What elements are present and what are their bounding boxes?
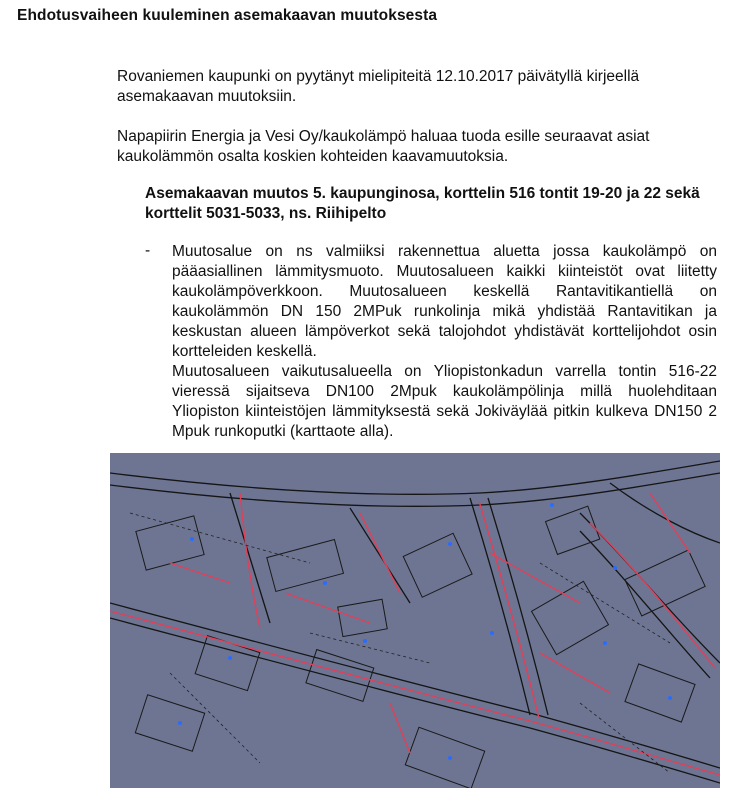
pipe-markers xyxy=(178,503,672,760)
map-excerpt xyxy=(110,453,720,788)
bullet-paragraph-2: Muutosalueen vaikutusalueella on Yliopistonkadun varrella tontin 516-22 vieressä sijaitseva DN100 2Mpuk kaukolämpölinja millä huolehditaan Yliopiston kiinteistöjen lämmityksestä sekä Jokiväylää pitkin kulkeva DN150 2 Mpuk runkoputki (karttaote alla). xyxy=(172,363,717,440)
bullet-content xyxy=(172,242,717,442)
bullet-paragraph-1: Muutosalue on ns valmiiksi rakennettua aluetta jossa kaukolämpö on pääasiallinen lämmitysmuoto. Muutosalueen kaikki kiinteistöt ovat liitetty kaukolämpöverkkoon. Muutosalueen keskellä Rantavitikantiellä on kaukolämmön DN 150 2MPuk runkolinja mikä yhdistää Rantavitikan ja keskustan alueen lämpöverkot sekä talojohdot yhdistävät korttelijohdot osin kortteleiden keskellä. xyxy=(172,243,717,360)
road-lines xyxy=(110,461,720,783)
map-drawing xyxy=(110,453,720,788)
section-heading: Asemakaavan muutos 5. kaupunginosa, korttelin 516 tontit 19-20 ja 22 sekä korttelit 5031-5033, ns. Riihipelto xyxy=(145,185,700,222)
bullet-marker: - xyxy=(145,242,151,259)
document-title: Ehdotusvaiheen kuuleminen asemakaavan muutoksesta xyxy=(17,7,438,24)
intro-paragraph: Rovaniemen kaupunki on pyytänyt mielipiteitä 12.10.2017 päivätyllä kirjeellä asemakaavan muutoksiin. xyxy=(117,68,640,105)
statement-paragraph: Napapiirin Energia ja Vesi Oy/kaukolämpö haluaa tuoda esille seuraavat asiat kaukolämmön osalta koskien kohteiden kaavamuutoksia. xyxy=(117,128,650,165)
heating-pipes xyxy=(110,493,720,775)
property-lines xyxy=(130,513,670,773)
